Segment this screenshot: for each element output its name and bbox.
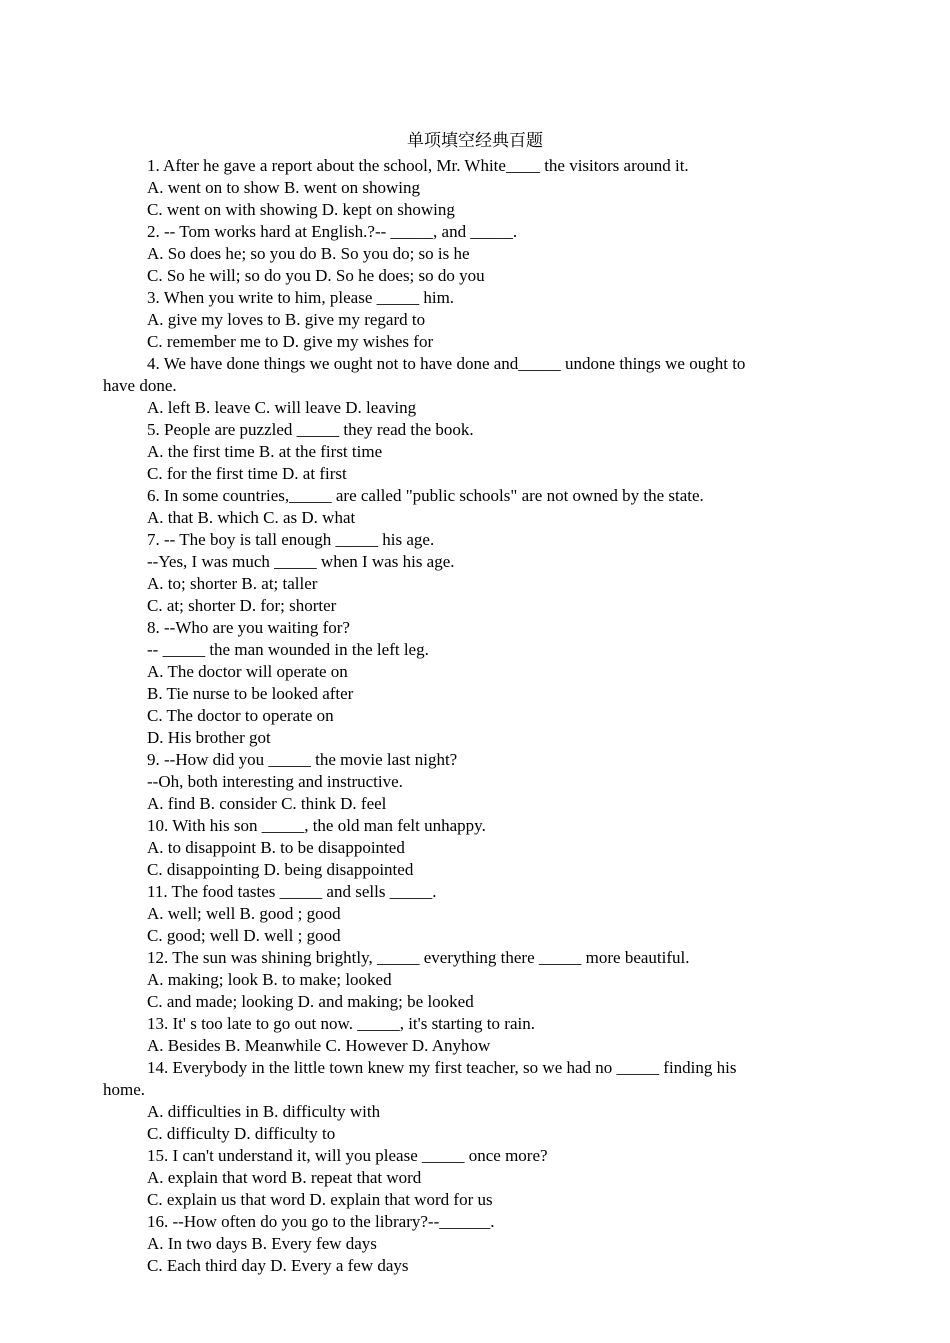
text-line: B. Tie nurse to be looked after [147,684,354,703]
text-line: -- _____ the man wounded in the left leg. [147,640,429,659]
text-line: C. remember me to D. give my wishes for [147,332,434,351]
text-line: C. So he will; so do you D. So he does; so do you [147,266,485,285]
text-line: C. for the first time D. at first [147,464,347,483]
text-line: --Oh, both interesting and instructive. [147,772,403,791]
text-line: 13. It' s too late to go out now. _____, it's starting to rain. [147,1014,535,1033]
text-line: 6. In some countries,_____ are called "public schools" are not owned by the state. [147,486,704,505]
text-line: 5. People are puzzled _____ they read the book. [147,420,474,439]
text-line: A. to disappoint B. to be disappointed [147,838,405,857]
text-line: A. to; shorter B. at; taller [147,574,318,593]
text-line: A. explain that word B. repeat that word [147,1168,422,1187]
text-line: 8. --Who are you waiting for? [147,618,350,637]
text-line: 15. I can't understand it, will you please _____ once more? [147,1146,548,1165]
text-line: C. explain us that word D. explain that word for us [147,1190,493,1209]
text-line: C. Each third day D. Every a few days [147,1256,409,1275]
text-line: A. In two days B. Every few days [147,1234,377,1253]
text-line: 2. -- Tom works hard at English.?-- _____, and _____. [147,222,518,241]
text-line: A. left B. leave C. will leave D. leaving [147,398,417,417]
text-line: 1. After he gave a report about the school, Mr. White____ the visitors around it. [147,156,689,175]
question-list [103,155,828,1277]
text-line: 9. --How did you _____ the movie last night? [147,750,458,769]
text-line: C. at; shorter D. for; shorter [147,596,337,615]
text-line: A. well; well B. good ; good [147,904,341,923]
text-line: C. disappointing D. being disappointed [147,860,414,879]
text-line: 10. With his son _____, the old man felt unhappy. [147,816,486,835]
text-line: A. that B. which C. as D. what [147,508,356,527]
text-line: 3. When you write to him, please _____ him. [147,288,455,307]
text-line: A. Besides B. Meanwhile C. However D. Anyhow [147,1036,491,1055]
text-line: C. went on with showing D. kept on showing [147,200,455,219]
text-line: 16. --How often do you go to the library?--______. [147,1212,495,1231]
text-line: A. difficulties in B. difficulty with [147,1102,381,1121]
page-title: 单项填空经典百题 [407,131,543,150]
text-line: C. good; well D. well ; good [147,926,341,945]
text-line: A. went on to show B. went on showing [147,178,420,197]
text-line: have done. [103,376,177,395]
text-line: 12. The sun was shining brightly, _____ everything there _____ more beautiful. [147,948,690,967]
text-line: A. find B. consider C. think D. feel [147,794,387,813]
text-line: A. The doctor will operate on [147,662,348,681]
text-line: A. So does he; so you do B. So you do; so is he [147,244,470,263]
text-line: 14. Everybody in the little town knew my first teacher, so we had no _____ finding his [147,1058,737,1077]
text-line: 7. -- The boy is tall enough _____ his age. [147,530,435,549]
text-line: A. the first time B. at the first time [147,442,383,461]
text-line: 4. We have done things we ought not to have done and_____ undone things we ought to [147,354,746,373]
text-line: A. making; look B. to make; looked [147,970,392,989]
text-line: C. difficulty D. difficulty to [147,1124,336,1143]
text-line: home. [103,1080,146,1099]
text-line: C. The doctor to operate on [147,706,334,725]
text-line: --Yes, I was much _____ when I was his age. [147,552,455,571]
text-line: 11. The food tastes _____ and sells _____. [147,882,437,901]
text-line: D. His brother got [147,728,271,747]
text-line: C. and made; looking D. and making; be looked [147,992,474,1011]
text-line: A. give my loves to B. give my regard to [147,310,426,329]
